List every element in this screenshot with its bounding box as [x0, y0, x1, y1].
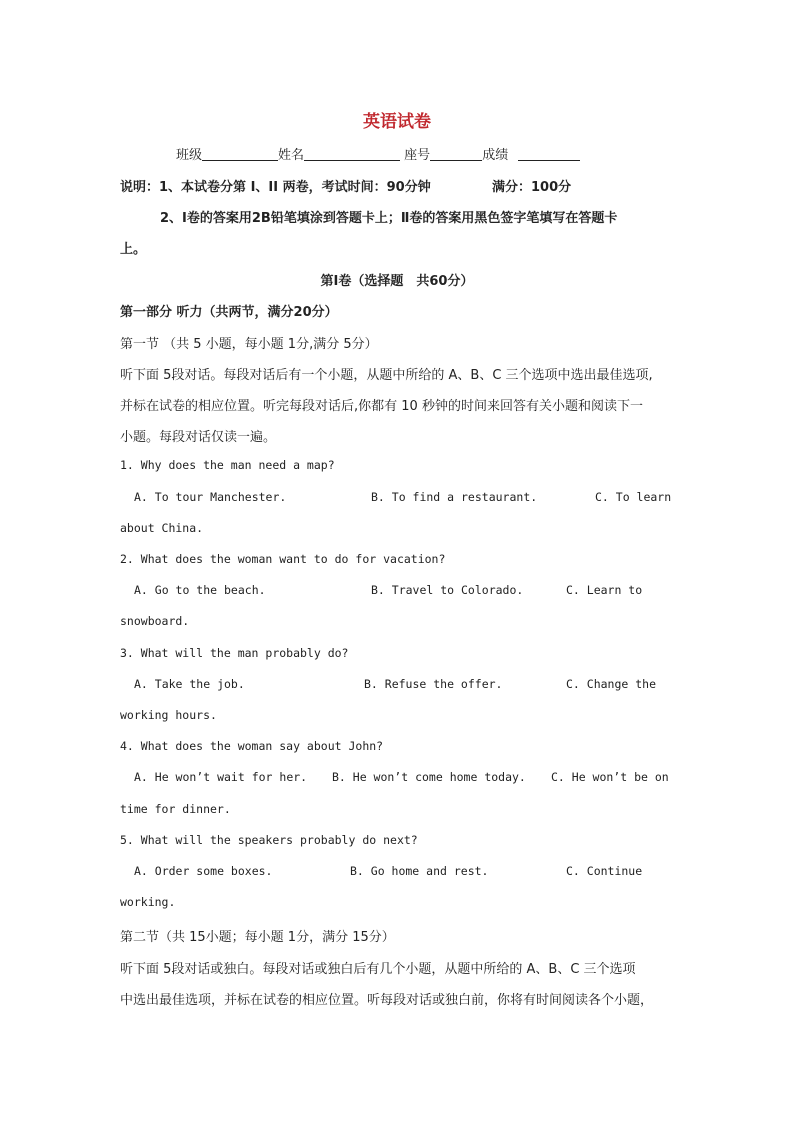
header-fields: [176, 144, 580, 163]
question-2-option-c: C. Learn to: [566, 583, 643, 597]
question-4-stem: 4. What does the woman say about John?: [120, 739, 384, 753]
name-blank: [304, 146, 400, 161]
question-3-option-b: B. Refuse the offer.: [364, 677, 503, 691]
question-2-option-a: A. Go to the beach.: [134, 583, 266, 597]
question-1-continuation: about China.: [120, 521, 204, 535]
score-blank: [518, 146, 580, 161]
page-title: 英语试卷: [363, 112, 431, 132]
question-5-stem: 5. What will the speakers probably do next?: [120, 833, 418, 847]
class-label: 班级: [176, 148, 203, 163]
question-4-option-b: B. He won’t come home today.: [332, 770, 526, 784]
question-5-option-b: B. Go home and rest.: [350, 864, 489, 878]
section1-directions-1: 听下面 5段对话。每段对话后有一个小题，从题中所给的 A、B、C 三个选项中选出最佳选项,: [120, 368, 653, 383]
question-2-option-b: B. Travel to Colorado.: [371, 583, 524, 597]
question-2-stem: 2. What does the woman want to do for vacation?: [120, 552, 446, 566]
question-4-option-a: A. He won’t wait for her.: [134, 770, 308, 784]
question-5-option-c: C. Continue: [566, 864, 643, 878]
section1-directions-2: 并标在试卷的相应位置。听完每段对话后,你都有 10 秒钟的时间来回答有关小题和阅读下一: [120, 399, 643, 414]
question-2-continuation: snowboard.: [120, 614, 190, 628]
instructions-line2: 2、Ⅰ卷的答案用2B铅笔填涂到答题卡上；Ⅱ卷的答案用黑色签字笔填写在答题卡: [160, 211, 618, 226]
question-5-continuation: working.: [120, 895, 176, 909]
question-3-continuation: working hours.: [120, 708, 217, 722]
question-3-stem: 3. What will the man probably do?: [120, 646, 349, 660]
question-3-option-c: C. Change the: [566, 677, 657, 691]
question-1-stem: 1. Why does the man need a map?: [120, 458, 335, 472]
question-4-continuation: time for dinner.: [120, 802, 231, 816]
question-3-option-a: A. Take the job.: [134, 677, 245, 691]
question-1-option-c: C. To learn: [595, 490, 672, 504]
seat-label: 座号: [404, 148, 431, 163]
question-5-option-a: A. Order some boxes.: [134, 864, 273, 878]
question-4-option-c: C. He won’t be on: [551, 770, 669, 784]
instructions-line1-a: 说明：1、本试卷分第 I、II 两卷，考试时间：90分钟: [120, 180, 431, 195]
volume-title: 第Ⅰ卷（选择题 共60分）: [320, 274, 474, 289]
name-label: 姓名: [278, 148, 305, 163]
section2-title: 第二节（共 15小题；每小题 1分，满分 15分）: [120, 930, 395, 945]
class-blank: [202, 146, 278, 161]
seat-blank: [430, 146, 482, 161]
instructions-line1-b: 满分：100分: [492, 180, 572, 195]
section1-directions-3: 小题。每段对话仅读一遍。: [120, 430, 277, 445]
section1-title: 第一节 （共 5 小题，每小题 1分,满分 5分）: [120, 337, 378, 352]
question-1-option-a: A. To tour Manchester.: [134, 490, 287, 504]
instructions-line3: 上。: [120, 242, 147, 257]
section2-directions-1: 听下面 5段对话或独白。每段对话或独白后有几个小题，从题中所给的 A、B、C 三个选项: [120, 962, 636, 977]
score-label: 成绩: [482, 148, 509, 163]
part1-title: 第一部分 听力（共两节，满分20分）: [120, 305, 338, 320]
question-1-option-b: B. To find a restaurant.: [371, 490, 538, 504]
section2-directions-2: 中选出最佳选项，并标在试卷的相应位置。听每段对话或独白前，你将有时间阅读各个小题，: [120, 993, 654, 1008]
